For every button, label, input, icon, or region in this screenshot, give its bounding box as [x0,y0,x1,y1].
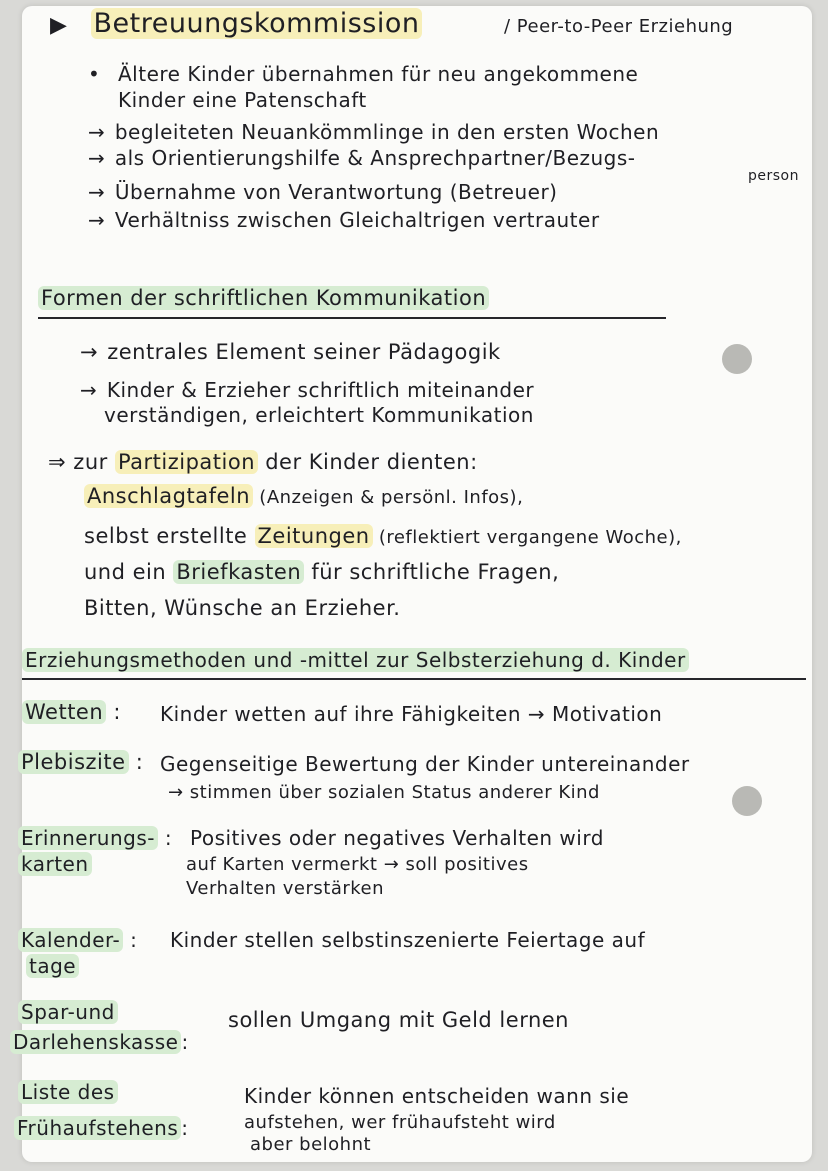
liste-term-line2: Frühaufstehens : [14,1116,189,1140]
plebiszite-term: Plebiszite : [18,750,143,774]
wetten-text: Kinder wetten auf ihre Fähigkeiten → Motivation [160,702,663,726]
plebiszite-line2: → stimmen über sozialen Status anderer Kind [168,782,600,803]
kalender-text: Kinder stellen selbstinszenierte Feiertage auf [170,928,646,952]
wetten-term: Wetten : [22,700,121,724]
section2-para-line2: Anschlagtafeln (Anzeigen & persönl. Infos), [84,484,523,508]
section2-title-underline [38,317,666,319]
arrow-icon: → [88,146,106,170]
erinnerungs-line1: Positives oder negatives Verhalten wird [190,826,604,850]
erinnerungs-line2: auf Karten vermerkt → soll positives [186,854,529,875]
section1-bullet-line2: Kinder eine Patenschaft [118,88,367,112]
section1-subtitle: / Peer-to-Peer Erziehung [504,16,734,37]
spar-term-line2: Darlehenskasse : [10,1030,189,1054]
section2-title: Formen der schriftlichen Kommunikation [38,286,489,310]
erinnerungs-term-line1: Erinnerungs- : [18,826,172,850]
hole-punch-dot [732,786,762,816]
section1-arrow-item: → Verhältniss zwischen Gleichaltrigen vertrauter [88,208,600,232]
kalender-term-line1: Kalender- : [18,928,137,952]
spar-term-line1: Spar-und [18,1000,118,1024]
triangle-bullet-icon: ▶ [50,13,68,38]
section1-arrow-item: → begleiteten Neuankömmlinge in den ersten Wochen [88,120,660,144]
section1-title: Betreuungskommission [91,8,423,39]
arrow-icon: → [88,208,106,232]
arrow-icon: → [80,340,99,364]
section1-bezugs-suffix: person [748,168,799,184]
section3-title: Erziehungsmethoden und -mittel zur Selbsterziehung d. Kinder [22,648,689,672]
section2-arrow2-line2: verständigen, erleichtert Kommunikation [104,403,534,427]
double-arrow-icon: ⇒ [48,450,67,474]
section1-arrow-item: → als Orientierungshilfe & Ansprechpartner/Bezugs- [88,146,636,170]
erinnerungs-line3: Verhalten verstärken [186,878,385,899]
kalender-term-line2: tage [26,954,79,978]
erinnerungs-term-line2: karten [18,852,92,876]
section2-arrow1: → zentrales Element seiner Pädagogik [80,340,501,364]
section2-para-line5: Bitten, Wünsche an Erzieher. [84,596,401,620]
liste-term-line1: Liste des [18,1080,118,1104]
section1-bullet-line1: Ältere Kinder übernahmen für neu angekommene [118,62,639,86]
section2-para-line3: selbst erstellte Zeitungen (reflektiert vergangene Woche), [84,524,682,548]
section1-bullet-marker: • [88,62,101,86]
plebiszite-line1: Gegenseitige Bewertung der Kinder untereinander [160,752,690,776]
hole-punch-dot [722,344,752,374]
liste-line2: aufstehen, wer frühaufsteht wird [244,1112,556,1133]
section3-title-underline [22,678,806,680]
section1-arrow-item: → Übernahme von Verantwortung (Betreuer) [88,180,558,204]
arrow-icon: → [527,702,546,726]
section2-arrow2-line1: → Kinder & Erzieher schriftlich miteinander [80,378,535,402]
arrow-icon: → [80,378,98,402]
liste-line1: Kinder können entscheiden wann sie [244,1084,630,1108]
spar-text: sollen Umgang mit Geld lernen [228,1008,569,1032]
arrow-icon: → [88,180,106,204]
section1-header [50,8,422,39]
section2-para-line4: und ein Briefkasten für schriftliche Fragen, [84,560,560,584]
arrow-icon: → [88,120,106,144]
liste-line3: aber belohnt [250,1134,372,1155]
section2-para-line1: ⇒ zur Partizipation der Kinder dienten: [48,450,478,474]
